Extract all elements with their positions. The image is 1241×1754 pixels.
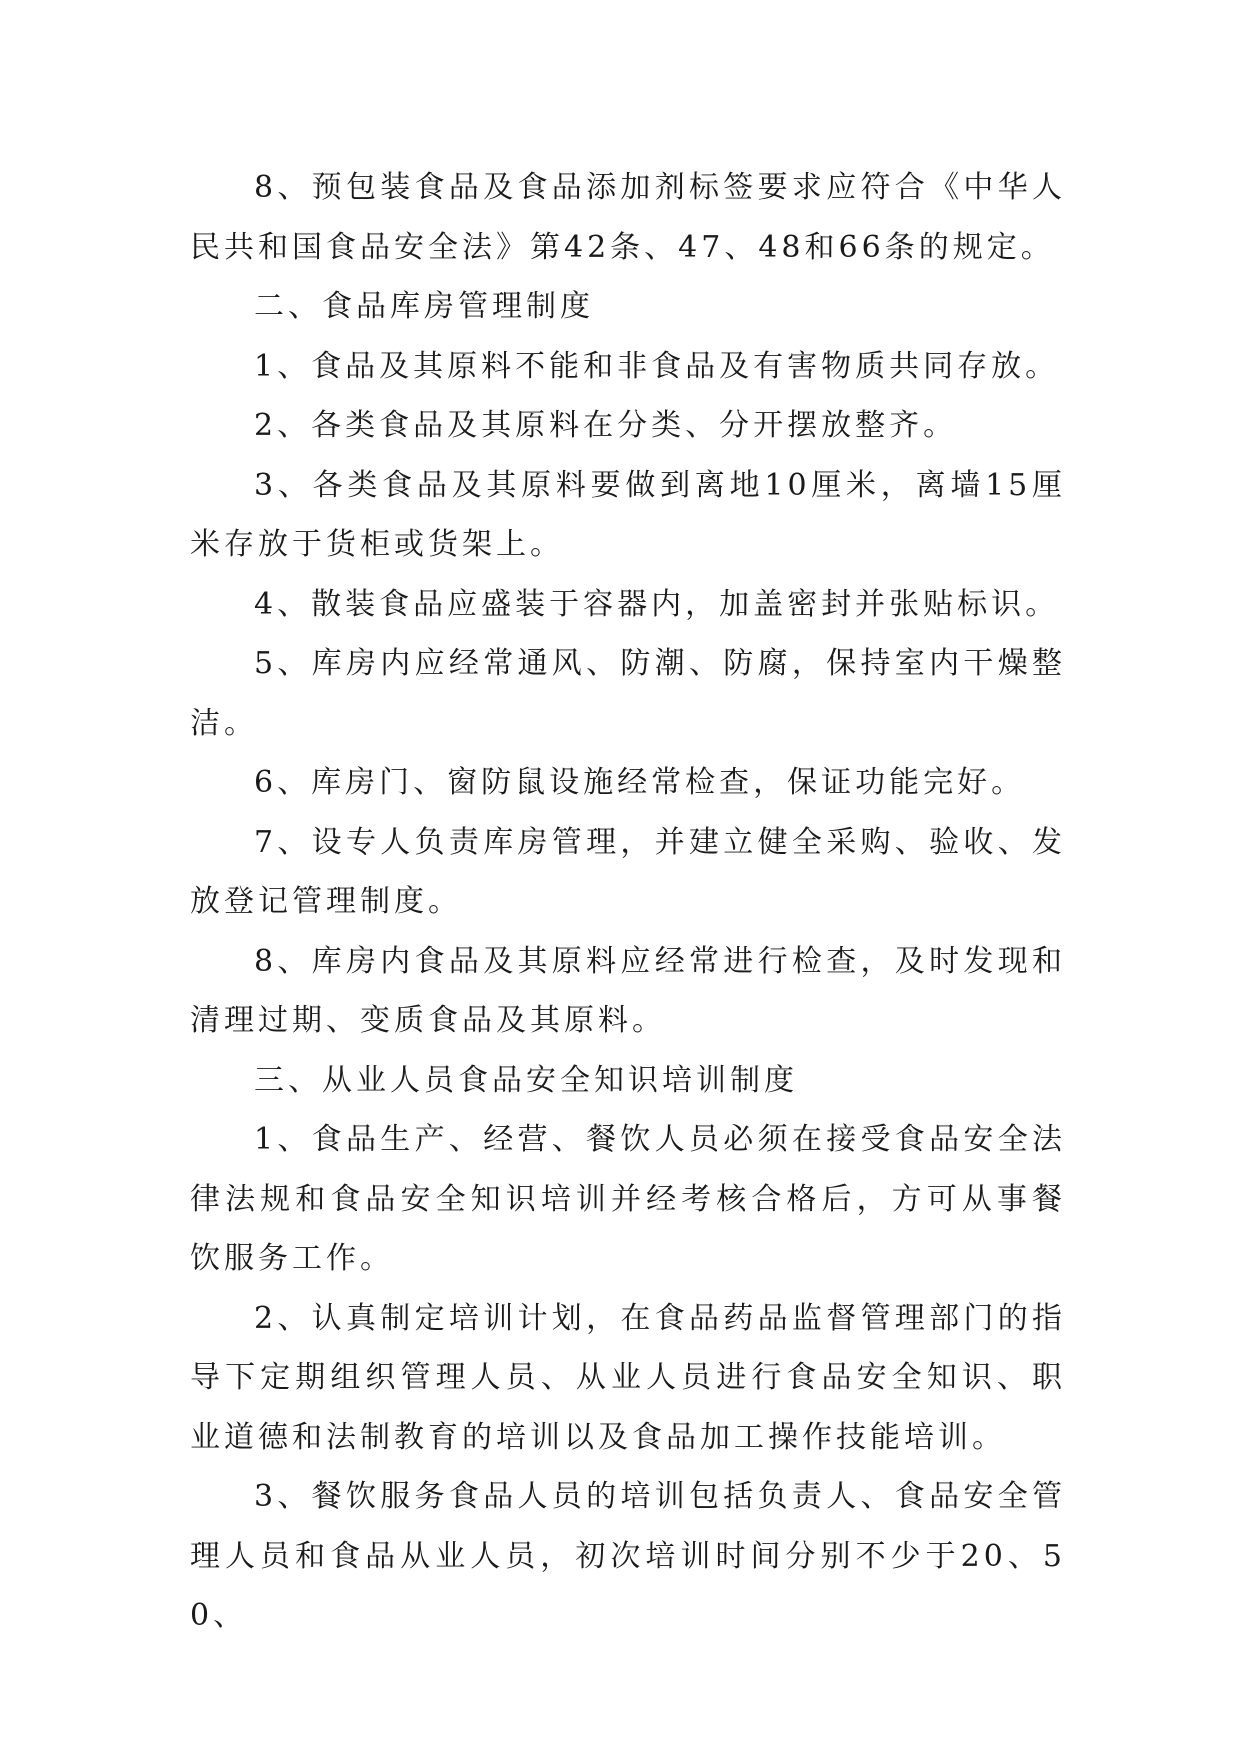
paragraph-training-1: 1、食品生产、经营、餐饮人员必须在接受食品安全法律法规和食品安全知识培训并经考核合格后，方可从事餐饮服务工作。 <box>190 1122 1066 1276</box>
paragraph-warehouse-8: 8、库房内食品及其原料应经常进行检查，及时发现和清理过期、变质食品及其原料。 <box>190 943 1066 1038</box>
paragraph-warehouse-5: 5、库房内应经常通风、防潮、防腐，保持室内干燥整洁。 <box>190 646 1066 741</box>
paragraph-warehouse-2: 2、各类食品及其原料在分类、分开摆放整齐。 <box>254 408 958 443</box>
section-heading-training: 三、从业人员食品安全知识培训制度 <box>254 1062 798 1098</box>
paragraph-food-label-rule: 8、预包装食品及食品添加剂标签要求应符合《中华人民共和国食品安全法》第42条、47、48和66条的规定。 <box>190 170 1066 265</box>
paragraph-warehouse-3: 3、各类食品及其原料要做到离地10厘米，离墙15厘米存放于货柜或货架上。 <box>190 467 1066 562</box>
document-page <box>190 158 1066 1646</box>
paragraph-warehouse-4: 4、散装食品应盛装于容器内，加盖密封并张贴标识。 <box>254 586 1060 622</box>
paragraph-training-2: 2、认真制定培训计划，在食品药品监督管理部门的指导下定期组织管理人员、从业人员进行食品安全知识、职业道德和法制教育的培训以及食品加工操作技能培训。 <box>190 1300 1066 1455</box>
paragraph-training-3: 3、餐饮服务食品人员的培训包括负责人、食品安全管理人员和食品从业人员，初次培训时间分别不少于20、50、 <box>190 1479 1066 1633</box>
paragraph-warehouse-1: 1、食品及其原料不能和非食品及有害物质共同存放。 <box>254 348 1060 384</box>
paragraph-warehouse-6: 6、库房门、窗防鼠设施经常检查，保证功能完好。 <box>254 765 1026 800</box>
section-heading-warehouse: 二、食品库房管理制度 <box>254 289 594 324</box>
paragraph-warehouse-7: 7、设专人负责库房管理，并建立健全采购、验收、发放登记管理制度。 <box>190 824 1066 919</box>
